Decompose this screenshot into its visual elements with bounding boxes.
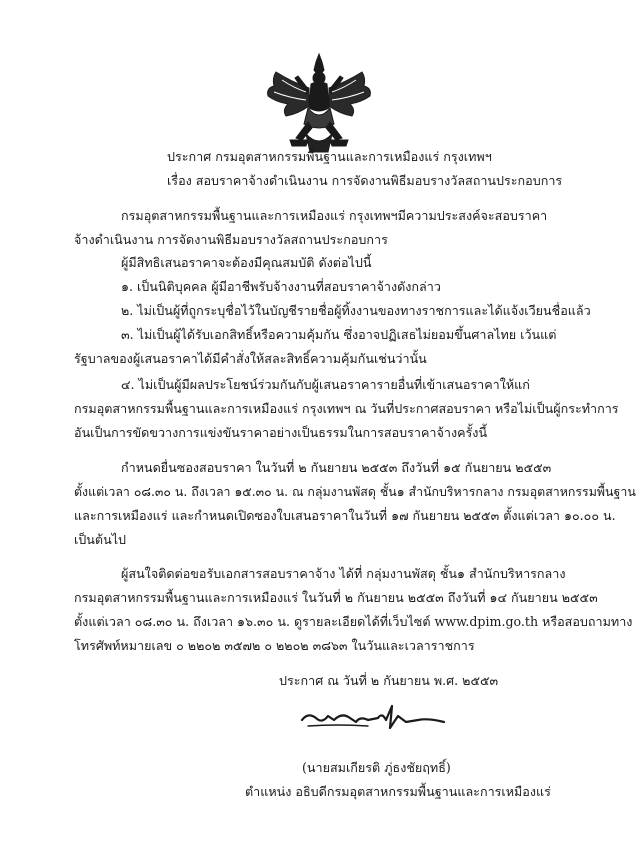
- intro-line-2: จ้างดำเนินงาน การจัดงานพิธีมอบรางวัลสถานประกอบการ: [74, 232, 388, 247]
- qualification-item-2: ๒. ไม่เป็นผู้ที่ถูกระบุชื่อไว้ในบัญชีรายชื่อผู้ทิ้งงานของทางราชการและได้แจ้งเวียนชื่อแล้ว: [121, 303, 591, 318]
- garuda-emblem-icon: [262, 52, 376, 156]
- signature: [298, 698, 448, 740]
- submission-line-2: ตั้งแต่เวลา ๐๘.๓๐ น. ถึงเวลา ๑๕.๓๐ น. ณ กลุ่มงานพัสดุ ชั้น๑ สำนักบริหารกลาง กรมอุตสาหกรรมพื้นฐาน: [74, 484, 636, 499]
- signer-name: (นายสมเกียรติ ภู่ธงชัยฤทธิ์): [302, 760, 451, 775]
- submission-line-4: เป็นต้นไป: [74, 532, 127, 547]
- announcement-title: ประกาศ กรมอุตสาหกรรมพื้นฐานและการเหมืองแร่ กรุงเทพฯ: [167, 149, 492, 164]
- qualification-item-4-cont2: อันเป็นการขัดขวางการแข่งขันราคาอย่างเป็นธรรมในการสอบราคาจ้างครั้งนี้: [74, 425, 488, 440]
- signer-title: ตำแหน่ง อธิบดีกรมอุตสาหกรรมพื้นฐานและการเหมืองแร่: [245, 784, 551, 799]
- qualification-item-3: ๓. ไม่เป็นผู้ได้รับเอกสิทธิ์หรือความคุ้มกัน ซึ่งอาจปฏิเสธไม่ยอมขึ้นศาลไทย เว้นแต่: [121, 327, 557, 342]
- submission-line-1: กำหนดยื่นซองสอบราคา ในวันที่ ๒ กันยายน ๒๕๕๓ ถึงวันที่ ๑๕ กันยายน ๒๕๕๓: [121, 460, 552, 475]
- contact-line-4: โทรศัพท์หมายเลข ๐ ๒๒๐๒ ๓๕๗๒ ๐ ๒๒๐๒ ๓๘๖๓ ในวันและเวลาราชการ: [74, 638, 475, 653]
- contact-line-3: ตั้งแต่เวลา ๐๘.๓๐ น. ถึงเวลา ๑๖.๓๐ น. ดูรายละเอียดได้ที่เว็บไซต์ www.dpim.go.th หรือสอบถามทาง: [74, 614, 633, 629]
- qualification-item-1: ๑. เป็นนิติบุคคล ผู้มีอาชีพรับจ้างงานที่สอบราคาจ้างดังกล่าว: [121, 279, 441, 294]
- announcement-subject: เรื่อง สอบราคาจ้างดำเนินงาน การจัดงานพิธีมอบรางวัลสถานประกอบการ: [167, 173, 563, 188]
- qualifications-heading: ผู้มีสิทธิเสนอราคาจะต้องมีคุณสมบัติ ดังต่อไปนี้: [121, 255, 372, 270]
- submission-line-3: และการเหมืองแร่ และกำหนดเปิดซองใบเสนอราคาในวันที่ ๑๗ กันยายน ๒๕๕๓ ตั้งแต่เวลา ๑๐.๐๐ น.: [74, 508, 616, 523]
- contact-line-2: กรมอุตสาหกรรมพื้นฐานและการเหมืองแร่ ในวันที่ ๒ กันยายน ๒๕๕๓ ถึงวันที่ ๑๔ กันยายน ๒๕๕๓: [74, 590, 598, 605]
- announcement-date: ประกาศ ณ วันที่ ๒ กันยายน พ.ศ. ๒๕๕๓: [279, 673, 499, 688]
- intro-line-1: กรมอุตสาหกรรมพื้นฐานและการเหมืองแร่ กรุงเทพฯมีความประสงค์จะสอบราคา: [121, 208, 548, 223]
- qualification-item-3-cont: รัฐบาลของผู้เสนอราคาได้มีคำสั่งให้สละสิทธิ์ความคุ้มกันเช่นว่านั้น: [74, 351, 427, 366]
- qualification-item-4-cont: กรมอุตสาหกรรมพื้นฐานและการเหมืองแร่ กรุงเทพฯ ณ วันที่ประกาศสอบราคา หรือไม่เป็นผู้กระทำการ: [74, 401, 619, 416]
- contact-line-1: ผู้สนใจติดต่อขอรับเอกสารสอบราคาจ้าง ได้ที่ กลุ่มงานพัสดุ ชั้น๑ สำนักบริหารกลาง: [121, 566, 566, 581]
- qualification-item-4: ๔. ไม่เป็นผู้มีผลประโยชน์ร่วมกันกับผู้เสนอราคารายอื่นที่เข้าเสนอราคาให้แก่: [121, 377, 530, 392]
